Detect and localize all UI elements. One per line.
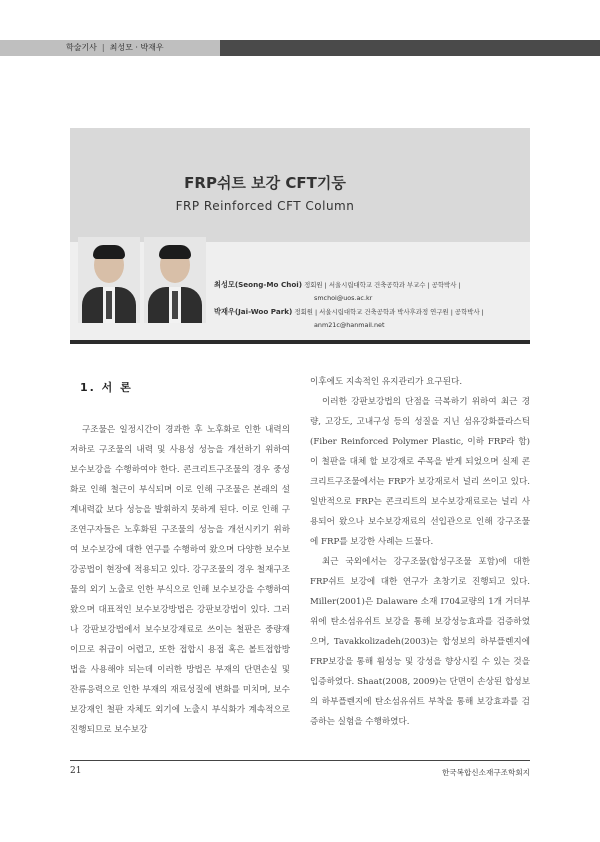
body-paragraph: 이후에도 지속적인 유지관리가 요구된다. [310, 377, 463, 387]
author-2-affil: 정회원 | 서울시립대학교 건축공학과 박사후과정 연구원 | 공학박사 | [294, 308, 484, 316]
journal-name: 한국복합신소재구조학회지 [441, 768, 530, 777]
author-2-line [214, 305, 534, 319]
section-heading: 1. 서 론 [80, 381, 133, 394]
author-photo-1 [78, 237, 140, 323]
author-1-affil: 정회원 | 서울시립대학교 건축공학과 부교수 | 공학박사 | [304, 281, 461, 289]
author-2-email[interactable]: anm21c@hanmail.net [314, 321, 385, 329]
article-title-en: FRP Reinforced CFT Column [175, 199, 355, 213]
header-tag [0, 40, 220, 56]
tag-separator: | [101, 43, 105, 52]
author-1-email[interactable]: smchoi@uos.ac.kr [314, 294, 373, 302]
category-label: 학술기사 [66, 43, 97, 52]
tag-authors: 최성모 · 박재우 [109, 43, 164, 52]
footer-rule [70, 760, 530, 761]
author-1-line [214, 278, 534, 292]
header-band [0, 40, 600, 56]
header-rule [70, 340, 530, 344]
author-2-name: 박재우(Jai-Woo Park) [214, 307, 293, 316]
body-paragraph: 구조물은 일정시간이 경과한 후 노후화로 인한 내력의 저하로 구조물의 내력 및 사용성 성능을 개선하기 위하여 보수보강을 수행하여야 한다. 콘크리트구조물의 경우 중성화로 인해 철근이 부식되며 이로 인해 구조물은 본래의 설계내력값 보다 성능을 발휘하지 못하게 된다. 이로 인해 구조연구자들은 노후화된 구조물의 성능을 개선시키기 위하여 보수보강에 대한 연구를 수행하여 왔으며 다양한 보수보강공법이 현장에 적용되고 있다. 강구조물의 경우 철재구조물의 외기 노출로 인한 부식으로 인해 보수보강을 수행하여 왔으며 대표적인 보수보강방법은 강판보강법이 있다. 그러나 강판보강법에서 보수보강재료로 쓰이는 철판은 중량재 이므로 취급이 어렵고, 또한 접합시 용접 혹은 볼트접합방법을 사용해야 되는데 이러한 방법은 부재의 단면손실 및 잔류응력으로 인한 부재의 재료성질에 변화를 미치며, 보수보강재인 철판 자체도 외기에 노출시 부식화가 계속적으로 진행되므로 보수보강 [70, 425, 290, 735]
author-1-name: 최성모(Seong-Mo Choi) [214, 280, 303, 289]
article-title-ko: FRP쉬트 보강 CFT기둥 [184, 174, 346, 192]
page-number: 21 [70, 766, 82, 776]
body-paragraph: 이러한 강판보강법의 단점을 극복하기 위하여 최근 경량, 고강도, 고내구성 등의 성질을 지닌 섬유강화플라스틱(Fiber Reinforced Polymer Plastic, 이하 FRP라 함)이 철판을 대체 할 보강재로 주목을 받게 되었으며 실제 콘크리트구조물에서는 FRP가 보강재로서 널리 쓰이고 있다. 일반적으로 FRP는 콘크리트의 보수보강재료로는 널리 사용되어 왔으나 보수보강재료의 선입관으로 인해 강구조물에 FRP를 보강한 사례는 드물다. [310, 397, 530, 547]
right-column [310, 372, 530, 732]
author-photo-2 [144, 237, 206, 323]
body-paragraph: 최근 국외에서는 강구조물(합성구조물 포함)에 대한 FRP쉬트 보강에 대한 연구가 초창기로 진행되고 있다. Miller(2001)은 Dalaware 소재 I704교량의 1개 거더부위에 탄소섬유쉬트 보강을 통해 보강성능효과를 검증하였으며, Tavakkolizadeh(2003)는 합성보의 하부플렌지에 FRP보강을 통해 휨성능 및 강성을 향상시킬 수 있는 것을 입증하였다. Shaat(2008, 2009)는 단면이 손상된 합성보의 하부플렌지에 탄소섬유쉬트 부착을 통해 보강효과를 검증하는 실험을 수행하였다. [310, 557, 530, 727]
author-info [214, 278, 534, 332]
left-column [70, 372, 290, 740]
